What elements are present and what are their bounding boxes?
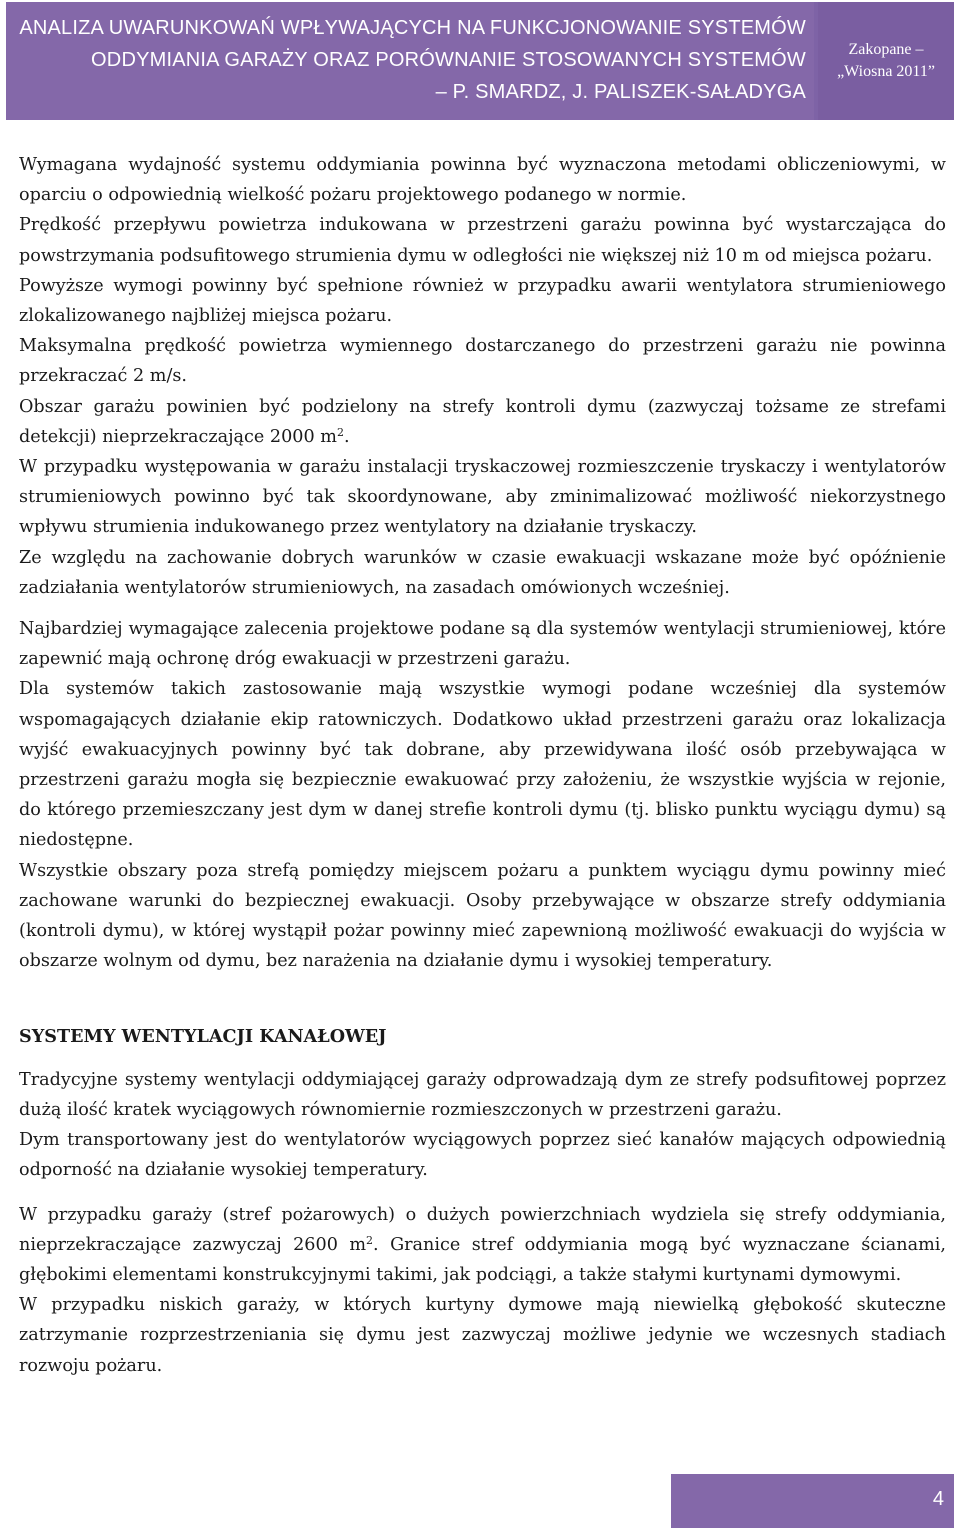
paragraph: Powyższe wymogi powinny być spełnione również w przypadku awarii wentylatora strumieniowego zlokalizowanego najbliżej miejsca pożaru. [19, 275, 946, 327]
section-heading: SYSTEMY WENTYLACJI KANAŁOWEJ [19, 1026, 387, 1048]
paragraph [19, 1200, 946, 1291]
header-season: „Wiosna 2011” [837, 63, 935, 80]
paragraph: Najbardziej wymagające zalecenia projektowe podane są dla systemów wentylacji strumieniowej, które zapewnić mają ochronę dróg ewakuacji w przestrzeni garażu. [19, 619, 946, 670]
paragraph: Wszystkie obszary poza strefą pomiędzy miejscem pożaru a punktem wyciągu dymu powinny mieć zachowane warunki do bezpiecznej ewakuacji. Osoby przebywające w obszarze strefy oddymiania (kontroli dymu), w której wystąpił pożar powinny mieć zapewnioną możliwość ewakuacji do wyjścia w obszarze wolnym od dymu, bez narażenia na działanie dymu i wysokiej temperatury. [19, 860, 946, 972]
paragraph: Dym transportowany jest do wentylatorów wyciągowych poprzez sieć kanałów mających odpowiednią odporność na działanie wysokiej temperatury. [19, 1130, 946, 1181]
paragraph [19, 392, 946, 452]
paragraph: Maksymalna prędkość powietrza wymiennego dostarczanego do przestrzeni garażu nie powinna przekraczać 2 m/s. [19, 336, 946, 387]
header-title-block [6, 2, 814, 120]
superscript: 2 [336, 425, 344, 439]
paragraph: W przypadku niskich garaży, w których kurtyny dymowe mają niewielką głębokość skuteczne zatrzymanie rozprzestrzeniania się dymu jest zazwyczaj możliwe jedynie we wczesnych stadiach rozwoju pożaru. [19, 1295, 946, 1376]
page-header [6, 2, 954, 120]
header-event-block [818, 2, 954, 120]
paragraph: W przypadku występowania w garażu instalacji tryskaczowej rozmieszczenie tryskaczy i wentylatorów strumieniowych powinno być tak skoordynowane, aby zminimalizować możliwość niekorzystnego wpływu strumienia indukowanego przez wentylatory na działanie tryskaczy. [19, 457, 946, 538]
header-authors: – P. SMARDZ, J. PALISZEK-SAŁADYGA [435, 81, 806, 103]
paragraph-text: W przypadku garaży (stref pożarowych) o dużych powierzchniach wydziela się strefy oddymiania, nieprzekraczające zazwyczaj 2600 m [19, 1204, 946, 1255]
paragraph-text: . Granice stref oddymiania mogą być wyznaczane ścianami, głębokimi elementami konstrukcyjnymi takimi, jak podciągi, a także stałymi kurtynami dymowymi. [19, 1234, 947, 1285]
paragraph: Ze względu na zachowanie dobrych warunków w czasie ewakuacji wskazane może być opóźnienie zadziałania wentylatorów strumieniowych, na zasadach omówionych wcześniej. [19, 547, 946, 598]
superscript: 2 [366, 1233, 374, 1247]
paragraph-text: Obszar garażu powinien być podzielony na strefy kontroli dymu (zazwyczaj tożsame ze strefami detekcji) nieprzekraczające 2000 m [19, 396, 946, 447]
paragraph: Dla systemów takich zastosowanie mają wszystkie wymogi podane wcześniej dla systemów wspomagających działanie ekip ratowniczych. Dodatkowo układ przestrzeni garażu oraz lokalizacja wyjść ewakuacyjnych powinny być tak dobrane, aby przewidywana ilość osób przebywająca w przestrzeni garażu mogła się bezpiecznie ewakuować przy założeniu, że wszystkie wyjścia w rejonie, do którego przemieszczany jest dym w danej strefie kontroli dymu (tj. blisko punktu wyciągu dymu) są niedostępne. [19, 679, 946, 851]
paragraph: Wymagana wydajność systemu oddymiania powinna być wyznaczona metodami obliczeniowymi, w oparciu o odpowiednią wielkość pożaru projektowego podanego w normie. [19, 155, 946, 206]
sentence-end: . [343, 426, 350, 447]
page-footer [671, 1474, 954, 1528]
header-place: Zakopane – [848, 41, 924, 58]
page-number: 4 [932, 1488, 944, 1510]
header-title-line-1: ANALIZA UWARUNKOWAŃ WPŁYWAJĄCYCH NA FUNKCJONOWANIE SYSTEMÓW [19, 17, 806, 39]
paragraph: Tradycyjne systemy wentylacji oddymiającej garaży odprowadzają dym ze strefy podsufitowej poprzez dużą ilość kratek wyciągowych równomiernie rozmieszczonych w przestrzeni garażu. [19, 1069, 946, 1120]
document-body [19, 150, 946, 1381]
paragraph: Prędkość przepływu powietrza indukowana w przestrzeni garażu powinna być wystarczająca do powstrzymania podsufitowego strumienia dymu w odległości nie większej niż 10 m od miejsca pożaru. [19, 215, 946, 266]
header-title-line-2: ODDYMIANIA GARAŻY ORAZ PORÓWNANIE STOSOWANYCH SYSTEMÓW [91, 49, 806, 71]
